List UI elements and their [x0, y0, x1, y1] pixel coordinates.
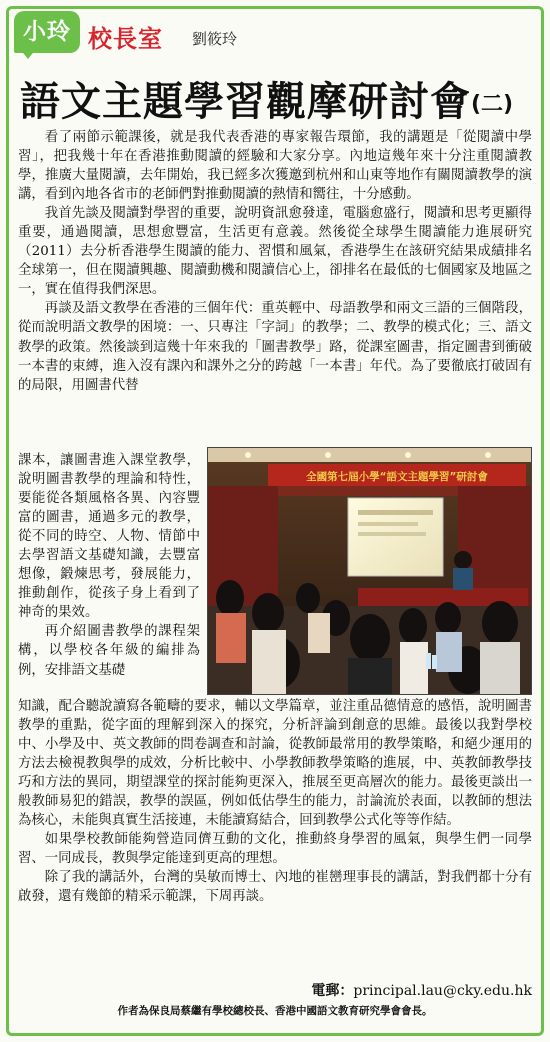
- paragraph: 我首先談及閱讀對學習的重要，說明資訊愈發達，電腦愈盛行，閱讀和思考更顯得重要，通過閱讀，思想愈豐富，生活更有意義。然後從全球學生閱讀能力進展研究（2011）去分析香港學生閱讀的能力、習慣和風氣，香港學生在該研究結果成績排名全球第一，但在閱讀興趣、閱讀動機和閱讀信心上，卻排名在最低的七個國家及地區之一，實在值得我們深思。: [18, 206, 532, 298]
- article-body-bottom: [18, 697, 532, 907]
- conference-photo: [207, 447, 532, 695]
- author-name: 劉筱玲: [192, 30, 238, 48]
- paragraph: 看了兩節示範課後，就是我代表香港的專家報告環節，我的講題是「從閱讀中學習」，把我幾十年在香港推動閱讀的經驗和大家分享。內地這幾年來十分注重閱讀教學，推廣大量閱讀，去年開始，我已經多次獲邀到杭州和山東等地作有關閱讀教學的演講，看到內地各省市的老師們對推動閱讀的熱情和嚮往，十分感動。: [18, 130, 532, 203]
- email-label: 電郵：: [311, 983, 354, 999]
- article-body-top: [18, 128, 532, 395]
- author-footnote: 作者為保良局蔡繼有學校總校長、香港中國語文教育研究學會會長。: [117, 1005, 433, 1017]
- column-name: 校長室: [88, 25, 163, 53]
- email-address[interactable]: principal.lau@cky.edu.hk: [353, 983, 532, 999]
- speech-bubble-tail-icon: [20, 49, 36, 59]
- paragraph: 課本，讓圖書進入課堂教學，說明圖書教學的理論和特性，要能從各類風格各異、內容豐富的圖書，通過多元的教學，從不同的時空、人物、情節中去學習語文基礎知識，去豐富想像，鍛煉思考，發展能力，推動創作，從孩子身上看到了神奇的果效。: [18, 453, 200, 621]
- article-headline: [20, 70, 520, 127]
- paragraph: 除了我的講話外，台灣的吳敏而博士、內地的崔巒理事長的講話，對我們都十分有啟發，還有幾節的精采示範課，下周再談。: [18, 870, 532, 905]
- contact-email: [311, 980, 532, 1000]
- article-body-wrap: [18, 451, 200, 680]
- column-masthead: [14, 9, 434, 61]
- paragraph: 知識，配合聽說讀寫各範疇的要求，輔以文學篇章，並注重品德情意的感悟，說明圖書教學的重點，從字面的理解到深入的探究，分析評論到創意的思維。最後以我對學校中、小學及中、英文教師的問卷調查和討論，從教師最常用的教學策略，和絕少運用的方法去檢視教與學的成效，分析比較中、小學教師教學策略的進展，中、英教師教學技巧和方法的異同，期望課堂的探討能夠更深入，推展至更高層次的能力。最後更談出一般教師易犯的錯誤，教學的誤區，例如低估學生的能力，討論流於表面，以教師的想法為核心，未能與真實生活接連，未能讀寫結合，回到教學公式化等等作結。: [18, 699, 532, 829]
- paragraph: 如果學校教師能夠營造同儕互動的文化，推動終身學習的風氣，與學生們一同學習、一同成長，教與學定能達到更高的理想。: [18, 832, 532, 867]
- headline-title: 語文主題學習觀摩研討會: [20, 79, 471, 125]
- photo-banner-text: 全國第七屆小學“語文主題學習”研討會: [306, 471, 488, 483]
- headline-part-number: (二): [471, 92, 514, 117]
- paragraph: 再介紹圖書教學的課程架構，以學校各年級的編排為例，安排語文基礎: [18, 624, 200, 678]
- paragraph: 再談及語文教學在香港的三個年代：重英輕中、母語教學和兩文三語的三個階段，從而說明語文教學的困境：一、只專注「字詞」的教學；二、教學的模式化；三、語文教學的政策。然後談到這幾十年來我的「圖書教學」路，從課室圖書，指定圖書到衝破一本書的束縛，進入沒有課內和課外之分的跨越「一本書」年代。為了要徹底打破固有的局限，用圖書代替: [18, 301, 532, 393]
- column-badge: 小玲: [14, 11, 80, 53]
